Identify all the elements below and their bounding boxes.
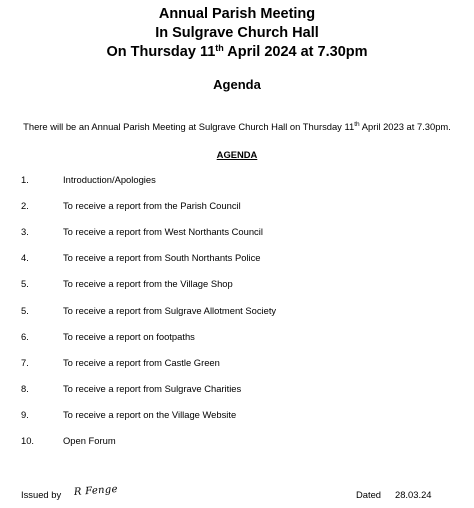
item-text: To receive a report from the Parish Council (63, 200, 241, 211)
agenda-item (0, 408, 474, 422)
item-text: To receive a report from West Northants Council (63, 226, 263, 237)
signature: R Fenge (73, 483, 119, 498)
item-number: 5. (21, 305, 29, 316)
item-number: 2. (21, 200, 29, 211)
item-text: To receive a report from the Village Shop (63, 278, 233, 289)
item-number: 3. (21, 226, 29, 237)
agenda-item (0, 330, 474, 344)
item-text: Open Forum (63, 435, 116, 446)
dated-label: Dated (356, 489, 382, 500)
title-line-2-text: In Sulgrave Church Hall (155, 25, 319, 41)
title-line-1-text: Annual Parish Meeting (158, 6, 316, 22)
item-number: 8. (21, 383, 29, 394)
item-number: 5. (21, 278, 29, 289)
item-text: To receive a report on footpaths (63, 331, 195, 342)
agenda-item (0, 225, 474, 239)
item-text: To receive a report from Sulgrave Charities (63, 383, 242, 394)
agenda-item (0, 251, 474, 265)
agenda-item (0, 356, 474, 370)
agenda-item (0, 199, 474, 213)
title-line-3-before: On Thursday 11 (106, 44, 216, 60)
item-number: 7. (21, 357, 29, 368)
agenda-item (0, 304, 474, 318)
agenda-heading: Agenda (213, 77, 261, 92)
agenda-subheading: AGENDA (216, 149, 258, 160)
item-text: To receive a report from South Northants Police (63, 252, 261, 263)
agenda-item (0, 277, 474, 291)
intro-paragraph (0, 121, 474, 133)
agenda-item (0, 173, 474, 187)
title-line-3 (0, 43, 474, 61)
item-text: To receive a report on the Village Website (63, 409, 237, 420)
title-line-3-sup: th (215, 43, 224, 53)
item-text: To receive a report from Castle Green (63, 357, 220, 368)
title-line-2 (0, 24, 474, 42)
item-text: Introduction/Apologies (63, 174, 156, 185)
agenda-item (0, 382, 474, 396)
item-number: 1. (21, 174, 29, 185)
issued-by-label: Issued by (21, 489, 62, 500)
intro-before: There will be an Annual Parish Meeting at Sulgrave Church Hall on Thursday 11 (23, 121, 355, 132)
item-number: 9. (21, 409, 29, 420)
item-number: 10. (21, 435, 35, 446)
dated-value: 28.03.24 (395, 489, 432, 500)
title-line-1 (0, 5, 474, 23)
item-text: To receive a report from Sulgrave Allotment Society (63, 305, 277, 316)
intro-after: April 2023 at 7.30pm. (359, 121, 451, 132)
intro-sup: th (354, 121, 360, 128)
item-number: 4. (21, 252, 29, 263)
title-line-3-after: April 2024 at 7.30pm (223, 44, 368, 60)
item-number: 6. (21, 331, 29, 342)
agenda-item (0, 434, 474, 448)
